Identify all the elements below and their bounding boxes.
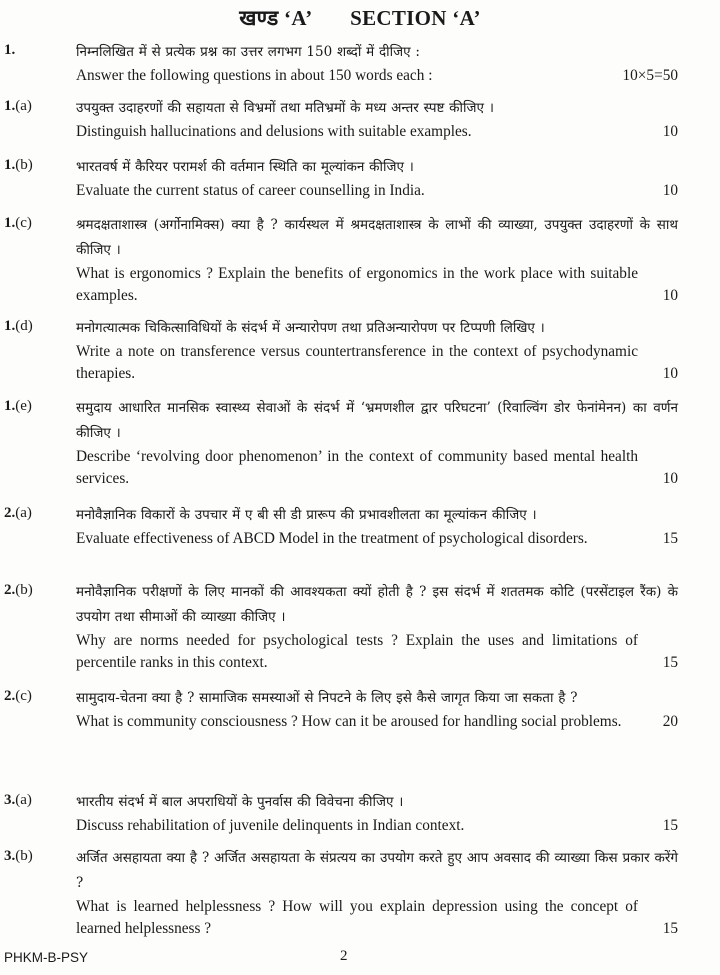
question-number: 2.(a) (4, 505, 32, 521)
question-english: What is learned helplessness ? How will you explain depression using the concept of learned helplessness ? 15 (76, 896, 678, 940)
question-number: 1.(a) (4, 98, 32, 114)
paper-code: PHKM-B-PSY (4, 950, 89, 965)
marks: 15 (662, 530, 678, 547)
marks: 15 (662, 920, 678, 937)
question-number: 2.(c) (4, 688, 32, 704)
question-number: 3.(a) (4, 792, 32, 808)
question-number: 3.(b) (4, 848, 33, 864)
instruction-english-text: Answer the following questions in about 150 words each : (76, 67, 433, 84)
total-marks: 10×5=50 (622, 67, 678, 84)
question-number: 1.(e) (4, 398, 32, 414)
question-hindi: समुदाय आधारित मानसिक स्वास्थ्य सेवाओं के संदर्भ में ‘भ्रमणशील द्वार परिघटना’ (रिवाल्विंग डोर फेनांमेनन) का वर्णन कीजिए । (76, 400, 678, 441)
question-hindi: सामुदाय-चेतना क्या है ? सामाजिक समस्याओं से निपटने के लिए इसे कैसे जागृत किया जा सकता है ? (76, 690, 578, 706)
page-number: 2 (340, 948, 348, 964)
question-english: Why are norms needed for psychological tests ? Explain the uses and limitations of percentile ranks in this context. 15 (76, 630, 678, 674)
marks: 10 (662, 365, 678, 382)
marks: 15 (662, 654, 678, 671)
question-hindi: भारतीय संदर्भ में बाल अपराधियों के पुनर्वास की विवेचना कीजिए । (76, 794, 404, 810)
marks: 20 (662, 713, 678, 730)
question-number: 1.(d) (4, 318, 33, 334)
marks: 10 (662, 287, 678, 304)
question-hindi: मनोवैज्ञानिक विकारों के उपचार में ए बी सी डी प्रारूप की प्रभावशीलता का मूल्यांकन कीजिए । (76, 507, 537, 523)
instruction-english (76, 65, 678, 87)
question-english: What is ergonomics ? Explain the benefits of ergonomics in the work place with suitable examples. 10 (76, 263, 678, 307)
question-english: Distinguish hallucinations and delusions with suitable examples. 10 (76, 121, 678, 143)
section-heading (0, 4, 720, 32)
question-english: Write a note on transference versus countertransference in the context of psychodynamic therapies. 10 (76, 341, 678, 385)
question-english: Describe ‘revolving door phenomenon’ in the context of community based mental health services. 10 (76, 446, 678, 490)
marks: 10 (662, 182, 678, 199)
section-heading-hindi: खण्ड ‘A’ (239, 6, 313, 30)
marks: 10 (662, 123, 678, 140)
question-number: 1.(b) (4, 157, 33, 173)
question-number: 2.(b) (4, 582, 33, 598)
question-english: Discuss rehabilitation of juvenile delinquents in Indian context. 15 (76, 815, 678, 837)
marks: 15 (662, 817, 678, 834)
question-english: What is community consciousness ? How can it be aroused for handling social problems. 20 (76, 711, 678, 733)
question-english: Evaluate effectiveness of ABCD Model in the treatment of psychological disorders. 15 (76, 528, 678, 550)
question-number: 1.(c) (4, 215, 32, 231)
question-hindi: अर्जित असहायता क्या है ? अर्जित असहायता के संप्रत्यय का उपयोग करते हुए आप अवसाद की व्याख्या किस प्रकार करेंगे ? (76, 850, 678, 891)
question-hindi: मनोवैज्ञानिक परीक्षणों के लिए मानकों की आवश्यकता क्यों होती है ? इस संदर्भ में शततमक कोटि (परसेंटाइल रैंक) के उपयोग तथा सीमाओं की व्याख्या कीजिए । (76, 584, 678, 625)
section-heading-english: SECTION ‘A’ (350, 6, 481, 30)
question-hindi: उपयुक्त उदाहरणों की सहायता से विभ्रमों तथा मतिभ्रमों के मध्य अन्तर स्पष्ट कीजिए । (76, 100, 494, 116)
question-english: Evaluate the current status of career counselling in India. 10 (76, 180, 678, 202)
marks: 10 (662, 470, 678, 487)
question-number: 1. (4, 42, 16, 58)
instruction-hindi: निम्नलिखित में से प्रत्येक प्रश्न का उत्तर लगभग 150 शब्दों में दीजिए : (76, 44, 420, 60)
question-hindi: श्रमदक्षताशास्त्र (अर्गोनामिक्स) क्या है ? कार्यस्थल में श्रमदक्षताशास्त्र के लाभों की व्याख्या, उपयुक्त उदाहरणों के साथ कीजिए । (76, 217, 678, 258)
question-hindi: भारतवर्ष में कैरियर परामर्श की वर्तमान स्थिति का मूल्यांकन कीजिए । (76, 159, 414, 175)
question-hindi: मनोगत्यात्मक चिकित्साविधियों के संदर्भ में अन्यारोपण तथा प्रतिअन्यारोपण पर टिप्पणी लिखिए । (76, 320, 545, 336)
